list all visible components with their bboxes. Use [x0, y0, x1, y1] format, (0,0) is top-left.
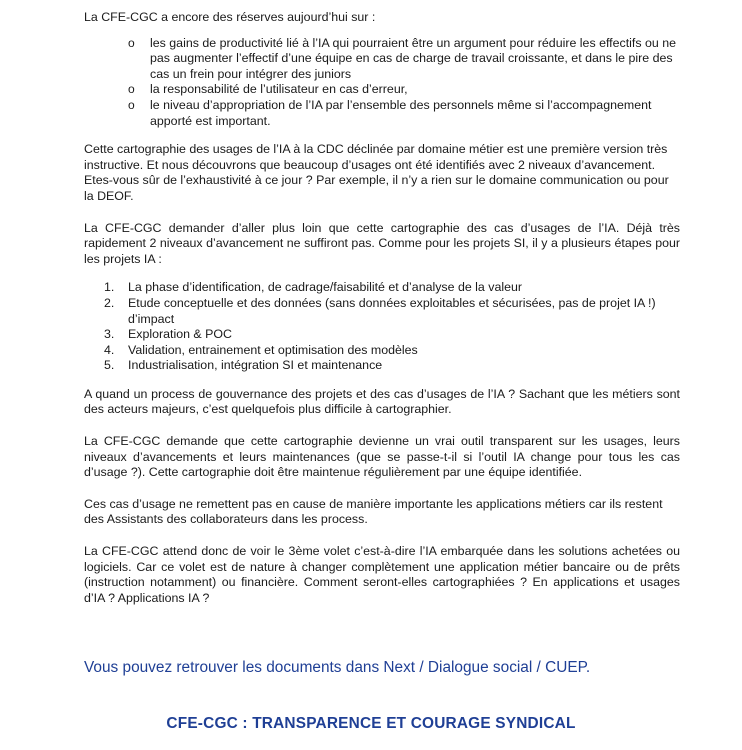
step-number: 4. — [104, 342, 115, 357]
document-body — [84, 10, 680, 622]
bullet-marker-icon: o — [128, 35, 135, 50]
documents-link[interactable]: Vous pouvez retrouver les documents dans Next / Dialogue social / CUEP. — [84, 659, 591, 676]
list-item — [84, 82, 680, 98]
step-number: 2. — [104, 295, 115, 310]
paragraph-outil: La CFE-CGC demande que cette cartographie devienne un vrai outil transparent sur les usages, leurs niveaux d’avancements et leurs maintenances (que se passe-t-il si l’outil IA change pour tous les cas d’usage ?). Cette cartographie doit être maintenue régulièrement par une équipe identifiée. — [84, 434, 680, 480]
bullet-marker-icon: o — [128, 82, 135, 97]
list-item-text: le niveau d’appropriation de l’IA par l’ensemble des personnels même si l’accompagnement apporté est important. — [150, 97, 652, 128]
intro-text: La CFE-CGC a encore des réserves aujourd’hui sur : — [84, 10, 376, 24]
paragraph-cas-usage: Ces cas d’usage ne remettent pas en cause de manière importante les applications métiers car ils restent des Assistants des collaborateurs dans les process. — [84, 496, 663, 527]
footer-slogan: CFE-CGC : TRANSPARENCE ET COURAGE SYNDICAL — [166, 715, 576, 732]
list-item-text: la responsabilité de l’utilisateur en cas d’erreur, — [150, 82, 408, 97]
list-item — [84, 36, 680, 83]
list-item-text: les gains de productivité lié à l’IA qui pourraient être un argument pour réduire les effectifs ou ne pas augmenter l’effectif d’une équipe en cas de charge de travail croissante, et dans le pire des cas un frein pour intégrer des juniors — [150, 35, 676, 81]
list-item — [84, 296, 680, 327]
step-text: Exploration & POC — [128, 327, 232, 342]
bullet-marker-icon: o — [128, 97, 135, 112]
step-text: La phase d’identification, de cadrage/faisabilité et d’analyse de la valeur — [128, 280, 523, 295]
list-item — [84, 343, 680, 359]
step-number: 3. — [104, 327, 115, 342]
list-item — [84, 280, 680, 296]
step-number: 5. — [104, 358, 115, 373]
reserves-list — [84, 36, 680, 130]
paragraph-gouvernance: A quand un process de gouvernance des projets et des cas d’usages de l’IA ? Sachant que les métiers sont des acteurs majeurs, c’est quelquefois plus difficile à cartographier. — [84, 386, 680, 417]
paragraph-demander: La CFE-CGC demander d’aller plus loin que cette cartographie des cas d’usages de l’IA. Déjà très rapidement 2 niveaux d’avancement ne suffiront pas. Comme pour les projets SI, il y a plusieurs étapes pour les projets IA : — [84, 220, 680, 266]
step-number: 1. — [104, 280, 115, 295]
paragraph-cartographie: Cette cartographie des usages de l’IA à la CDC déclinée par domaine métier est une première version très instructive. Et nous découvrons que beaucoup d’usages ont été identifiés avec 2 niveaux d’avancement. Etes-vous sûr de l’exhaustivité à ce jour ? Par exemple, il n’y a rien sur le domaine communication ou pour la DEOF. — [84, 142, 669, 203]
list-item — [84, 358, 680, 374]
paragraph-volet: La CFE-CGC attend donc de voir le 3ème volet c’est-à-dire l’IA embarquée dans les solutions achetées ou logiciels. Car ce volet est de nature à changer complètement une application métier bancaire ou de prêts (instruction notamment) ou financière. Comment seront-elles cartographiées ? En applications et usages d’IA ? Applications IA ? — [84, 544, 680, 605]
list-item — [84, 327, 680, 343]
step-text: Validation, entrainement et optimisation des modèles — [128, 342, 418, 357]
step-text: Industrialisation, intégration SI et maintenance — [128, 358, 383, 373]
step-text: Etude conceptuelle et des données (sans données exploitables et sécurisées, pas de projet IA !) d’impact — [128, 295, 656, 326]
steps-list — [84, 280, 680, 374]
list-item — [84, 98, 680, 129]
